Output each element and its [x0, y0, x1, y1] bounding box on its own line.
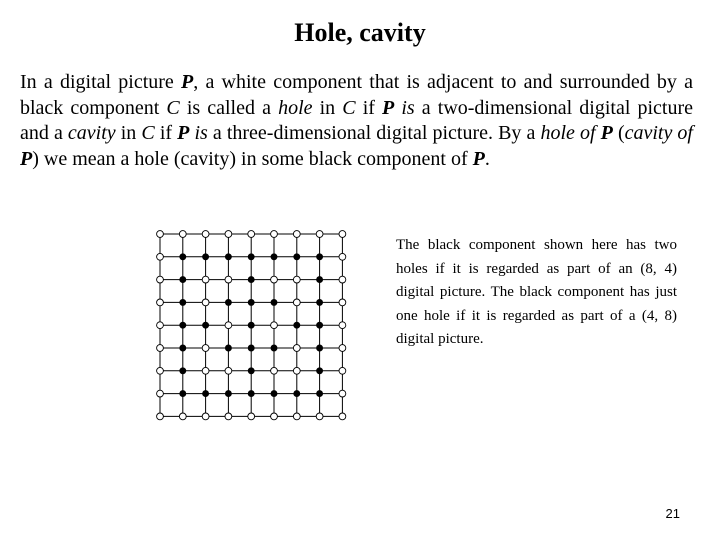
- white-point: [293, 276, 300, 283]
- white-point: [202, 231, 209, 238]
- black-point: [317, 299, 323, 305]
- paragraph-segment: is called a: [179, 96, 279, 119]
- black-point: [271, 391, 277, 397]
- black-point: [294, 322, 300, 328]
- white-point: [293, 413, 300, 420]
- paragraph-segment: P: [382, 96, 395, 119]
- black-point: [317, 322, 323, 328]
- white-point: [339, 322, 346, 329]
- black-point: [271, 254, 277, 260]
- definition-paragraph: [20, 70, 693, 172]
- black-point: [180, 345, 186, 351]
- white-point: [157, 367, 164, 374]
- paragraph-segment: cavity: [67, 122, 116, 144]
- white-point: [157, 413, 164, 420]
- white-point: [248, 231, 255, 238]
- black-point: [180, 322, 186, 328]
- white-point: [157, 390, 164, 397]
- black-point: [180, 254, 186, 260]
- digital-picture-grid: [152, 228, 374, 444]
- white-point: [339, 231, 346, 238]
- black-point: [248, 254, 254, 260]
- paragraph-segment: , a white component that is adjacent to and surrounded by a black component: [20, 71, 694, 119]
- black-point: [317, 254, 323, 260]
- paragraph-segment: hole: [278, 96, 313, 119]
- white-point: [157, 231, 164, 238]
- white-point: [225, 276, 232, 283]
- white-point: [339, 367, 346, 374]
- paragraph-segment: In a digital picture: [20, 71, 182, 93]
- white-point: [293, 345, 300, 352]
- black-point: [180, 277, 186, 283]
- black-point: [203, 391, 209, 397]
- white-point: [271, 367, 278, 374]
- white-point: [339, 390, 346, 397]
- paragraph-segment: (: [612, 122, 625, 144]
- white-point: [339, 345, 346, 352]
- black-point: [271, 345, 277, 351]
- white-point: [316, 231, 323, 238]
- white-point: [157, 276, 164, 283]
- white-point: [339, 299, 346, 306]
- paragraph-segment: in: [115, 122, 142, 144]
- white-point: [339, 276, 346, 283]
- slide-title: Hole, cavity: [294, 18, 426, 47]
- black-point: [248, 368, 254, 374]
- paragraph-segment: is: [394, 96, 415, 119]
- paragraph-segment: is: [189, 122, 208, 144]
- white-point: [179, 231, 186, 238]
- black-point: [294, 254, 300, 260]
- white-point: [339, 253, 346, 260]
- black-point: [180, 391, 186, 397]
- black-point: [180, 299, 186, 305]
- white-point: [316, 413, 323, 420]
- black-point: [248, 277, 254, 283]
- figure-caption: The black component shown here has two holes if it is regarded as part of an (8, 4) digital picture. The black component has just one hole if it is regarded as part of a (4, 8) digital picture.: [396, 237, 677, 347]
- black-point: [317, 345, 323, 351]
- paragraph-segment: P: [472, 147, 485, 170]
- white-point: [157, 299, 164, 306]
- black-point: [317, 368, 323, 374]
- white-point: [225, 413, 232, 420]
- black-point: [294, 391, 300, 397]
- white-point: [225, 231, 232, 238]
- black-point: [248, 299, 254, 305]
- black-point: [317, 391, 323, 397]
- white-point: [293, 367, 300, 374]
- black-point: [225, 391, 231, 397]
- paragraph-segment: a three-dimensional digital picture. By a: [207, 122, 541, 144]
- white-point: [271, 413, 278, 420]
- white-point: [202, 299, 209, 306]
- black-point: [203, 322, 209, 328]
- paragraph-segment: hole of: [540, 122, 601, 144]
- paragraph-segment: C: [141, 122, 155, 144]
- white-point: [202, 345, 209, 352]
- white-point: [225, 322, 232, 329]
- white-point: [339, 413, 346, 420]
- paragraph-segment: in: [312, 96, 343, 119]
- black-point: [248, 391, 254, 397]
- white-point: [179, 413, 186, 420]
- page-number: 21: [665, 506, 680, 521]
- black-point: [225, 254, 231, 260]
- black-point: [203, 254, 209, 260]
- white-point: [157, 345, 164, 352]
- white-point: [293, 231, 300, 238]
- paragraph-segment: if: [355, 96, 383, 119]
- paragraph-segment: C: [166, 96, 180, 119]
- black-point: [271, 299, 277, 305]
- black-point: [248, 322, 254, 328]
- black-point: [248, 345, 254, 351]
- black-point: [317, 277, 323, 283]
- paragraph-segment: P: [20, 147, 33, 170]
- paragraph-segment: if: [154, 122, 178, 144]
- paragraph-segment: C: [342, 96, 356, 119]
- black-point: [225, 345, 231, 351]
- paragraph-segment: ) we mean a hole (cavity) in some black component of: [32, 147, 473, 170]
- white-point: [271, 231, 278, 238]
- paragraph-segment: P: [177, 122, 190, 144]
- white-point: [157, 322, 164, 329]
- paragraph-segment: P: [181, 71, 194, 93]
- paragraph-segment: a two-dimensional digital picture and a: [20, 96, 694, 144]
- black-point: [180, 368, 186, 374]
- white-point: [271, 276, 278, 283]
- white-point: [248, 413, 255, 420]
- paragraph-segment: P: [600, 122, 613, 144]
- white-point: [271, 322, 278, 329]
- black-point: [225, 299, 231, 305]
- white-point: [293, 299, 300, 306]
- paragraph-segment: .: [484, 147, 490, 170]
- paragraph-segment: cavity of: [624, 122, 693, 144]
- white-point: [157, 253, 164, 260]
- white-point: [225, 367, 232, 374]
- white-point: [202, 276, 209, 283]
- white-point: [202, 413, 209, 420]
- white-point: [202, 367, 209, 374]
